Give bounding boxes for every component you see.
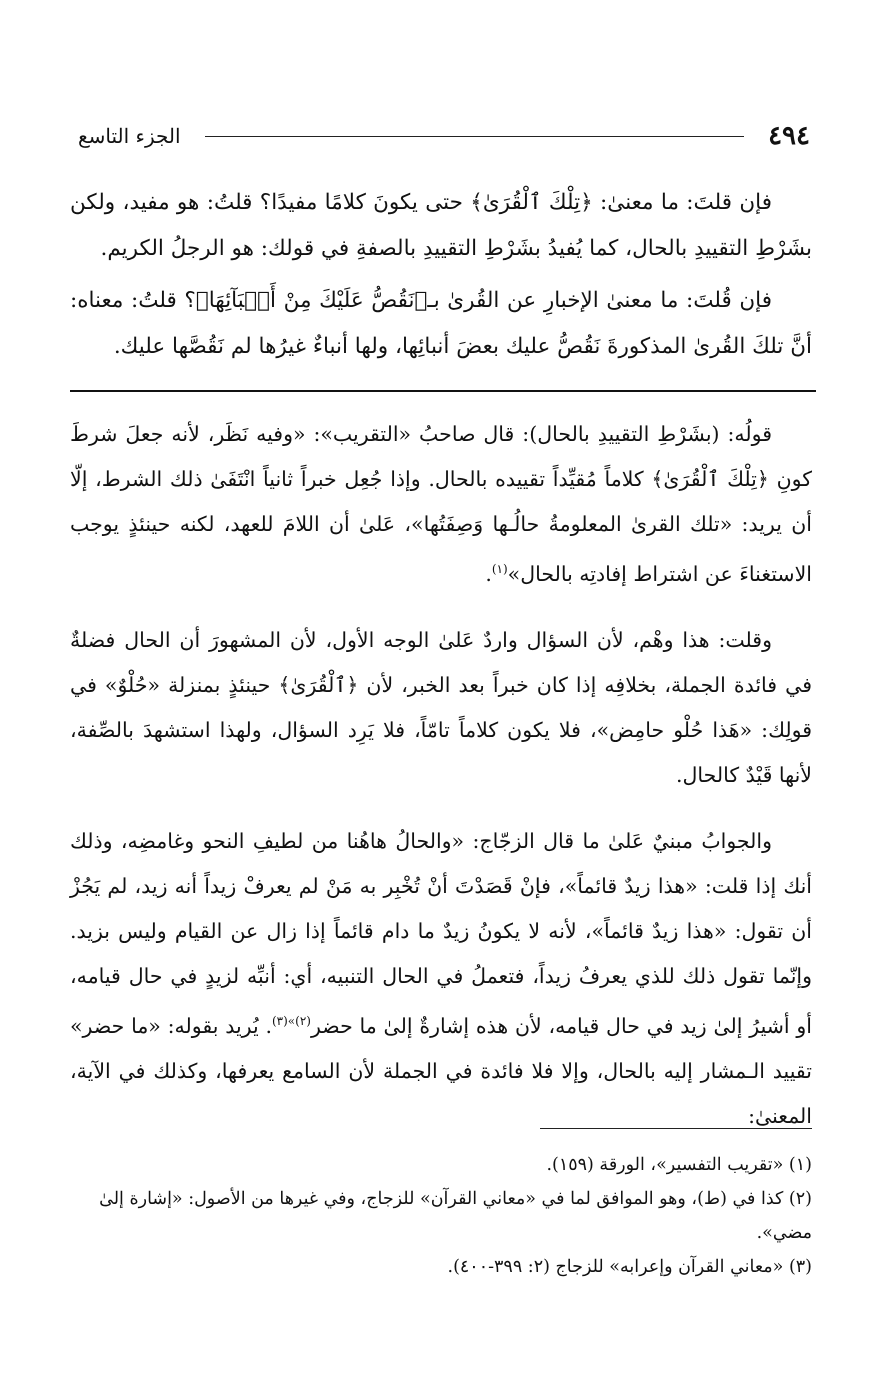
main-paragraph-1: فإن قلتَ: ما معنىٰ: ﴿تِلْكَ ٱلْقُرَىٰ﴾ حتى يكونَ كلامًا مفيدًا؟ قلتُ: هو مفيد، ولكن بشَرْطِ التقييدِ بالحال، كما يُفيدُ بشَرْطِ التقييدِ بالصفةِ في قولك: هو الرجلُ الكريم. xyxy=(70,190,812,261)
footnote-3: (٣) «معاني القرآن وإعرابه» للزجاج (٢: ٣٩٩-٤٠٠). xyxy=(447,1257,812,1277)
main-divider xyxy=(70,390,816,392)
commentary-text: . يُريد بقوله: «ما حضر» تقييد الـمشار إليه بالحال، وإلا فلا فائدة في الجملة لأن السامع يعرفها، وكذلك في الآية، المعنىٰ: xyxy=(70,1013,812,1128)
footnote-rule xyxy=(540,1128,812,1129)
page-number: ٤٩٤ xyxy=(768,121,810,151)
commentary-text: قولُه: (بشَرْطِ التقييدِ بالحال): قال صاحبُ «التقريب»: «وفيه نَظَر، لأنه جعلَ شرطَ كونِ ﴿تِلْكَ ٱلْقُرَىٰ﴾ كلاماً مُقيِّداً تقييده بالحال. وإذا جُعِل خبراً ثانياً انْتَفَىٰ ذلك الشرط، إلّا أن يريد: «تلك القرىٰ المعلومةُ حالُـها وَصِفَتُها»، عَلىٰ أن اللامَ للعهد، لكنه حينئذٍ يوجب الاستغناءَ عن اشتراط إفادتِه بالحال» xyxy=(70,422,812,586)
footnote-ref: (١) xyxy=(491,562,508,576)
footnote-1: (١) «تقريب التفسير»، الورقة (١٥٩). xyxy=(546,1155,812,1175)
commentary-paragraph-2: وقلت: هذا وهْم، لأن السؤال واردٌ عَلىٰ الوجه الأول، لأن المشهورَ أن الحال فضلةٌ في فائدة الجملة، بخلافِه إذا كان خبراً بعد الخبر، لأن ﴿ٱلْقُرَىٰ﴾ حينئذٍ بمنزلة «حُلْوٌ» في قولِك: «هَذا حُلْو حامِض»، فلا يكون كلاماً تامّاً، فلا يَرِد السؤال، ولهذا استشهدَ بالصِّفة، لأنها قَيْدٌ كالحال. xyxy=(70,627,812,787)
commentary-paragraph-3 xyxy=(70,819,812,1139)
commentary xyxy=(70,412,812,1160)
main-text xyxy=(70,180,812,376)
commentary-paragraph-1 xyxy=(70,412,812,597)
running-header xyxy=(78,118,810,154)
commentary-text: . xyxy=(485,561,492,586)
main-paragraph-2: فإن قُلتَ: ما معنىٰ الإخبارِ عن القُرىٰ بـ﴿نَقُصُّ عَلَيْكَ مِنْ أَنۢبَآئِهَا﴾؟ قلتُ: معناه: أنَّ تلكَ القُرىٰ المذكورةَ نَقُصُّ عليك بعضَ أنبائِها، ولها أنباءٌ غيرُها لم نَقُصَّها عليك. xyxy=(70,288,812,359)
commentary-text: والجوابُ مبنيٌ عَلىٰ ما قال الزجّاج: «والحالُ هاهُنا من لطيفِ النحو وغامضِه، وذلك أنك إذا قلت: «هذا زيدٌ قائماً»، فإنْ قَصَدْتَ أنْ تُخْبِر به مَنْ لم يعرفْ زيداً أنه زيد، لم يَجُزْ أن تقول: «هذا زيدٌ قائماً»، لأنه لا يكونُ زيدٌ ما دام قائماً إذا زال عن القيام وليس بزيد. وإنّما تقول ذلك للذي يعرفُ زيداً، فتعملُ في الحال التنبيه، أي: أنبِّه لزيدٍ في حال قيامه، أو أشيرُ إلىٰ زيد في حال قيامه، لأن هذه إشارةٌ إلىٰ ما حضر xyxy=(70,828,812,1038)
footnote-ref: (٢)»(٣) xyxy=(271,1013,311,1028)
volume-title: الجزء التاسع xyxy=(78,124,181,148)
footnotes xyxy=(70,1148,812,1284)
footnote-2: (٢) كذا في (ط)، وهو الموافق لما في «معاني القرآن» للزجاج، وفي غيرها من الأصول: «إشارة إلىٰ مضي». xyxy=(99,1189,812,1243)
header-rule xyxy=(205,136,745,137)
